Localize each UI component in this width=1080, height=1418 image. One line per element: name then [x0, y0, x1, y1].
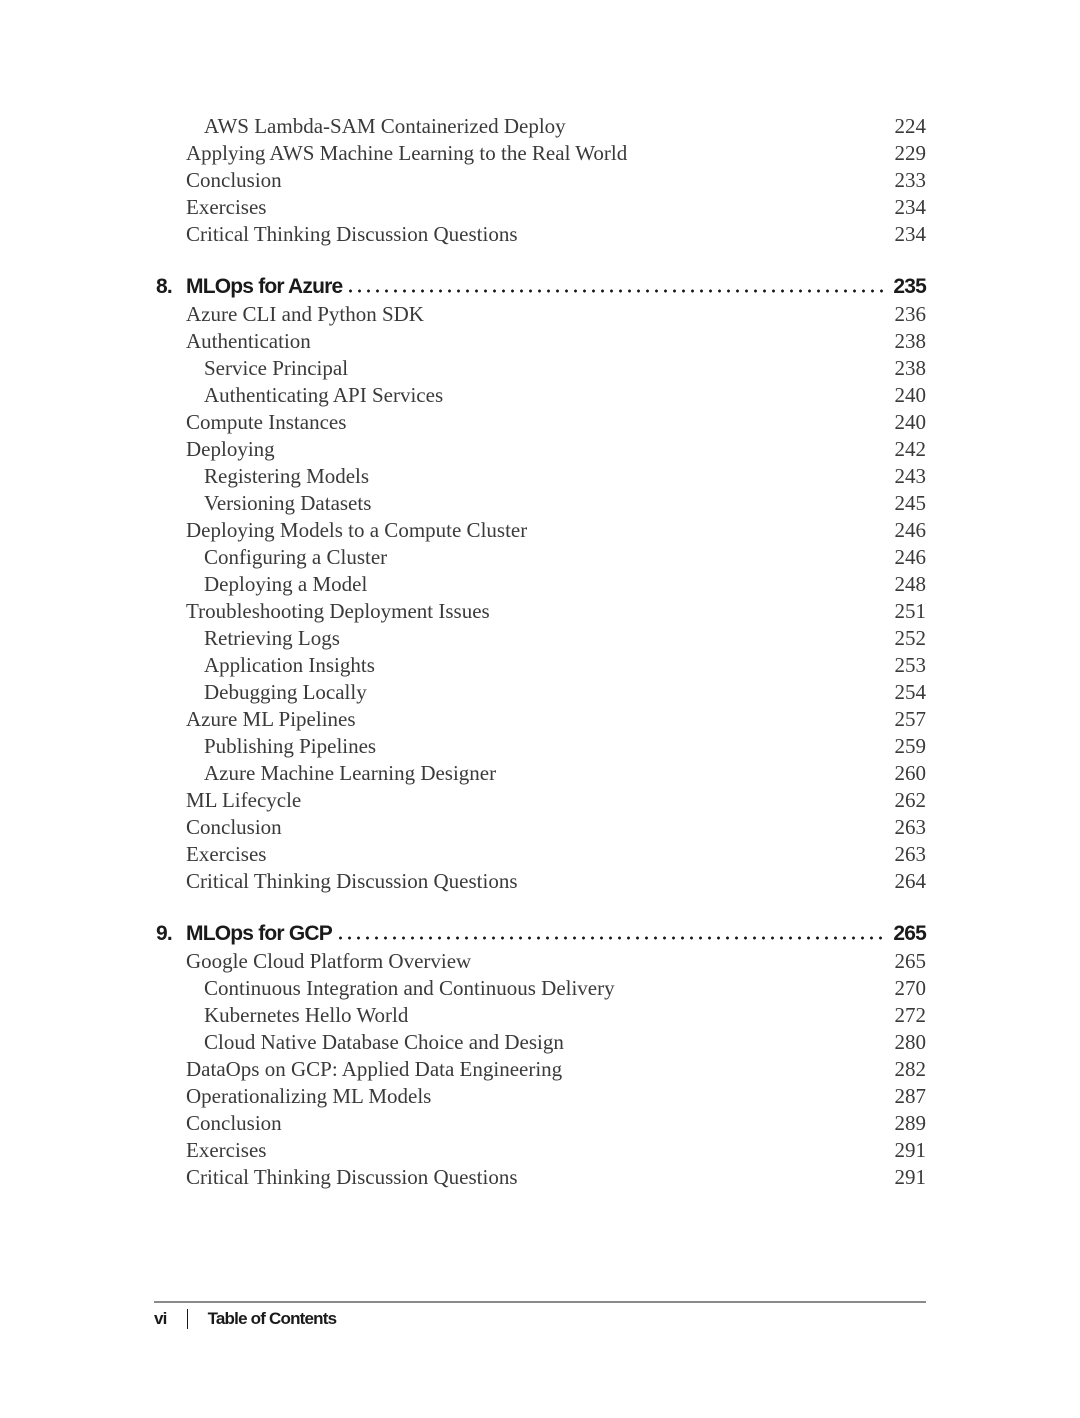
- toc-entry-title: Troubleshooting Deployment Issues: [186, 599, 490, 623]
- toc-entry[interactable]: [150, 652, 926, 679]
- toc-entry[interactable]: [150, 409, 926, 436]
- toc-entry-title: Azure Machine Learning Designer: [204, 761, 497, 785]
- toc-chapter-heading[interactable]: [150, 919, 926, 948]
- toc-entry-page: 238: [894, 329, 926, 353]
- toc-entry-page: 234: [894, 222, 926, 246]
- toc-entry[interactable]: [150, 167, 926, 194]
- toc-entry[interactable]: [150, 113, 926, 140]
- toc-entry-page: 236: [894, 302, 926, 326]
- toc-entry-title: Authentication: [186, 329, 311, 353]
- toc-entry-page: 251: [894, 599, 926, 623]
- toc-entry[interactable]: [150, 948, 926, 975]
- toc-entry[interactable]: [150, 1164, 926, 1191]
- toc-entry-title: Kubernetes Hello World: [204, 1003, 409, 1027]
- toc-entry-title: Exercises: [186, 1138, 267, 1162]
- chapter-page: 265: [893, 922, 926, 945]
- toc-entry-page: 254: [894, 680, 926, 704]
- toc-entry-page: 265: [894, 949, 926, 973]
- toc-entry[interactable]: [150, 841, 926, 868]
- footer-separator: [187, 1309, 188, 1329]
- toc-entry-page: 246: [894, 518, 926, 542]
- toc-entry-title: Cloud Native Database Choice and Design: [204, 1030, 564, 1054]
- toc-entry-page: 224: [894, 114, 926, 138]
- toc-entry-title: Configuring a Cluster: [204, 545, 388, 569]
- dot-leader: [336, 936, 885, 940]
- toc-entry-title: Retrieving Logs: [204, 626, 340, 650]
- toc-entry[interactable]: [150, 463, 926, 490]
- toc-entry[interactable]: [150, 140, 926, 167]
- toc-entry[interactable]: [150, 1137, 926, 1164]
- toc-entry[interactable]: [150, 436, 926, 463]
- toc-entry-page: 262: [894, 788, 926, 812]
- toc-entry-title: Registering Models: [204, 464, 370, 488]
- toc-entry-page: 233: [894, 168, 926, 192]
- toc-entry-page: 246: [894, 545, 926, 569]
- toc-entry-title: Critical Thinking Discussion Questions: [186, 222, 518, 246]
- toc-entry-title: Critical Thinking Discussion Questions: [186, 1165, 518, 1189]
- toc-entry-page: 270: [894, 976, 926, 1000]
- toc-entry[interactable]: [150, 382, 926, 409]
- toc-entry-title: Critical Thinking Discussion Questions: [186, 869, 518, 893]
- toc-entry-title: DataOps on GCP: Applied Data Engineering: [186, 1057, 563, 1081]
- toc-entry[interactable]: [150, 679, 926, 706]
- toc-entry-title: Exercises: [186, 842, 267, 866]
- toc-entry-title: Compute Instances: [186, 410, 347, 434]
- toc-entry-page: 287: [894, 1084, 926, 1108]
- toc-entry-page: 263: [894, 815, 926, 839]
- toc-entry-page: 253: [894, 653, 926, 677]
- toc-entry[interactable]: [150, 625, 926, 652]
- toc-entry[interactable]: [150, 975, 926, 1002]
- toc-entry-page: 257: [894, 707, 926, 731]
- toc-entry[interactable]: [150, 490, 926, 517]
- toc-entry[interactable]: [150, 571, 926, 598]
- chapter-title: MLOps for GCP: [186, 922, 332, 945]
- chapter-title: MLOps for Azure: [186, 275, 343, 298]
- toc-entry-title: Authenticating API Services: [204, 383, 444, 407]
- toc-entry-page: 229: [894, 141, 926, 165]
- toc-entry-page: 291: [894, 1165, 926, 1189]
- footer-page-number: vi: [154, 1309, 167, 1328]
- toc-entry-page: 289: [894, 1111, 926, 1135]
- toc-entry[interactable]: [150, 517, 926, 544]
- toc-entry-title: Applying AWS Machine Learning to the Real World: [186, 141, 628, 165]
- toc-entry-title: Conclusion: [186, 815, 282, 839]
- toc-entry-title: Azure CLI and Python SDK: [186, 302, 424, 326]
- toc-entry[interactable]: [150, 787, 926, 814]
- chapter-page: 235: [893, 275, 926, 298]
- toc-entry-page: 242: [894, 437, 926, 461]
- toc-entry-title: Exercises: [186, 195, 267, 219]
- toc-entry-title: Azure ML Pipelines: [186, 707, 356, 731]
- toc-entry-title: Debugging Locally: [204, 680, 367, 704]
- toc-entry-page: 245: [894, 491, 926, 515]
- toc-entry[interactable]: [150, 814, 926, 841]
- toc-entry[interactable]: [150, 544, 926, 571]
- toc-entry-title: Publishing Pipelines: [204, 734, 377, 758]
- toc-entry-title: Application Insights: [204, 653, 375, 677]
- toc-entry[interactable]: [150, 301, 926, 328]
- toc-entry[interactable]: [150, 1056, 926, 1083]
- toc-entry[interactable]: [150, 355, 926, 382]
- toc-entry-title: Service Principal: [204, 356, 349, 380]
- chapter-number: 9.: [156, 922, 172, 945]
- toc-entry[interactable]: [150, 598, 926, 625]
- toc-entry-title: Google Cloud Platform Overview: [186, 949, 472, 973]
- toc-entry-page: 234: [894, 195, 926, 219]
- toc-entry[interactable]: [150, 221, 926, 248]
- toc-entry-title: Conclusion: [186, 1111, 282, 1135]
- toc-entry-title: AWS Lambda-SAM Containerized Deploy: [204, 114, 566, 138]
- toc-entry-title: Deploying: [186, 437, 275, 461]
- dot-leader: [346, 289, 885, 293]
- toc-entry[interactable]: [150, 1029, 926, 1056]
- toc-entry-title: Deploying a Model: [204, 572, 368, 596]
- table-of-contents: [150, 113, 926, 1191]
- toc-entry-page: 259: [894, 734, 926, 758]
- toc-entry-title: Versioning Datasets: [204, 491, 372, 515]
- toc-entry-page: 280: [894, 1030, 926, 1054]
- footer-section-title: Table of Contents: [207, 1309, 337, 1328]
- toc-entry[interactable]: [150, 1083, 926, 1110]
- toc-entry-page: 240: [894, 383, 926, 407]
- toc-entry[interactable]: [150, 1110, 926, 1137]
- toc-entry-title: Conclusion: [186, 168, 282, 192]
- toc-entry-title: Deploying Models to a Compute Cluster: [186, 518, 528, 542]
- toc-entry-page: 291: [894, 1138, 926, 1162]
- toc-entry-page: 282: [894, 1057, 926, 1081]
- page-footer: [154, 1309, 336, 1329]
- toc-entry[interactable]: [150, 1002, 926, 1029]
- toc-entry-page: 238: [894, 356, 926, 380]
- toc-entry-title: Operationalizing ML Models: [186, 1084, 432, 1108]
- toc-entry[interactable]: [150, 733, 926, 760]
- toc-entry-page: 243: [894, 464, 926, 488]
- toc-entry-page: 260: [894, 761, 926, 785]
- toc-entry-title: Continuous Integration and Continuous Delivery: [204, 976, 615, 1000]
- toc-entry-page: 248: [894, 572, 926, 596]
- footer-divider: [154, 1301, 926, 1303]
- toc-entry-page: 263: [894, 842, 926, 866]
- toc-entry-page: 252: [894, 626, 926, 650]
- toc-entry-page: 264: [894, 869, 926, 893]
- toc-entry-page: 272: [894, 1003, 926, 1027]
- toc-entry-title: ML Lifecycle: [186, 788, 302, 812]
- toc-entry-page: 240: [894, 410, 926, 434]
- toc-entry[interactable]: [150, 760, 926, 787]
- toc-entry[interactable]: [150, 868, 926, 895]
- toc-entry[interactable]: [150, 706, 926, 733]
- chapter-number: 8.: [156, 275, 172, 298]
- toc-entry[interactable]: [150, 194, 926, 221]
- toc-entry[interactable]: [150, 328, 926, 355]
- toc-chapter-heading[interactable]: [150, 272, 926, 301]
